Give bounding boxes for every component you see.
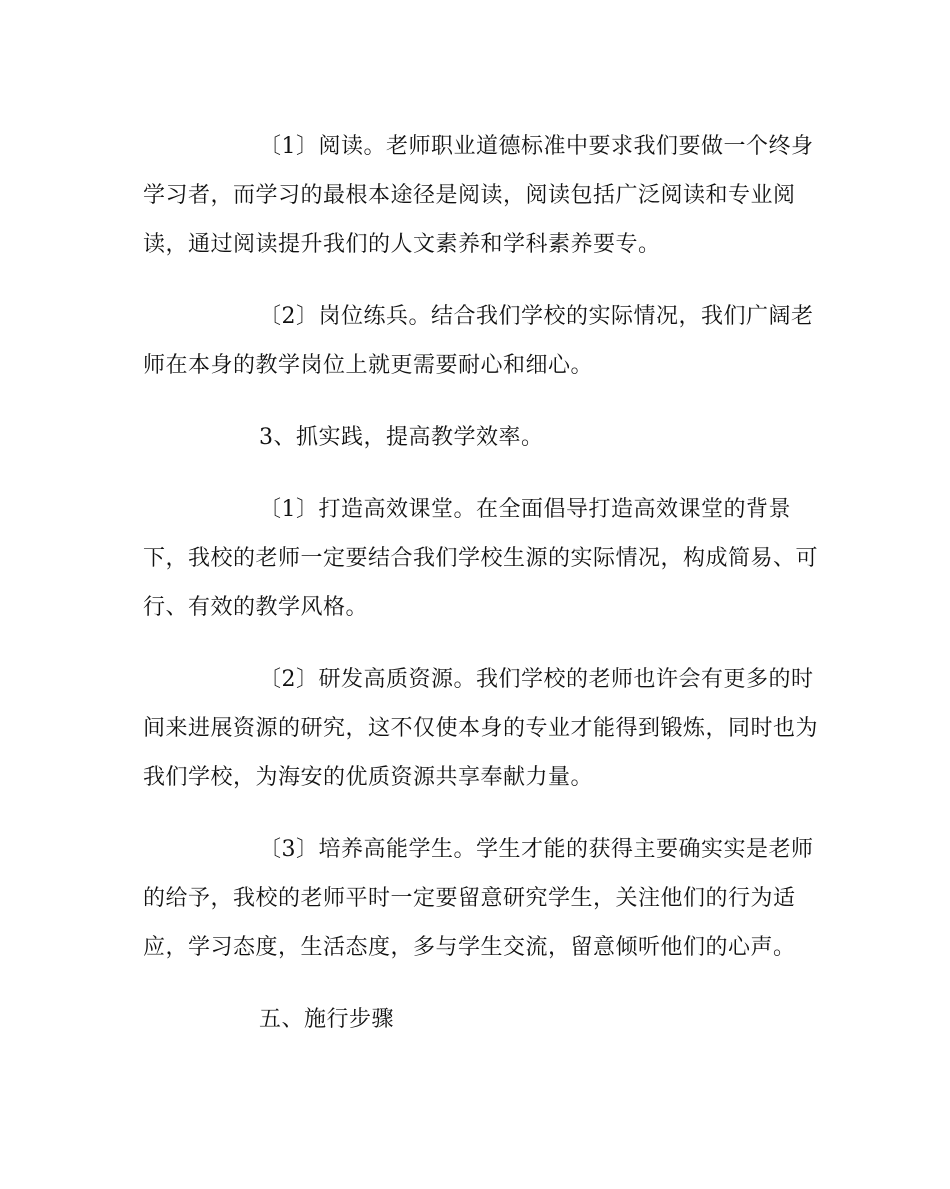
paragraph-4-line-2: 下，我校的老师一定要结合我们学校生源的实际情况，构成简易、可: [143, 546, 819, 571]
paragraph-1-line-1: 〔1〕阅读。老师职业道德标准中要求我们要做一个终身: [259, 134, 814, 159]
paragraph-4-line-1: 〔1〕打造高效课堂。在全面倡导打造高效课堂的背景: [259, 497, 791, 522]
paragraph-5-line-2: 间来进展资源的研究，这不仅使本身的专业才能得到锻炼，同时也为: [143, 716, 819, 741]
section-heading-5: 五、施行步骤: [259, 1007, 395, 1032]
paragraph-2-line-1: 〔2〕岗位练兵。结合我们学校的实际情况，我们广阔老: [259, 304, 814, 329]
paragraph-1-line-3: 读，通过阅读提升我们的人文素养和学科素养要专。: [143, 232, 661, 257]
section-heading-3: 3、抓实践，提高教学效率。: [259, 425, 544, 450]
paragraph-4-line-3: 行、有效的教学风格。: [143, 595, 369, 620]
paragraph-6-line-2: 的给予，我校的老师平时一定要留意研究学生，关注他们的行为适: [143, 886, 796, 911]
paragraph-2-line-2: 师在本身的教学岗位上就更需要耐心和细心。: [143, 353, 594, 378]
paragraph-6-line-1: 〔3〕培养高能学生。学生才能的获得主要确实实是老师: [259, 837, 814, 862]
paragraph-5-line-1: 〔2〕研发高质资源。我们学校的老师也许会有更多的时: [259, 667, 814, 692]
paragraph-5-line-3: 我们学校，为海安的优质资源共享奉献力量。: [143, 765, 594, 790]
paragraph-6-line-3: 应，学习态度，生活态度，多与学生交流，留意倾听他们的心声。: [143, 935, 796, 960]
paragraph-1-line-2: 学习者，而学习的最根本途径是阅读，阅读包括广泛阅读和专业阅: [143, 183, 796, 208]
